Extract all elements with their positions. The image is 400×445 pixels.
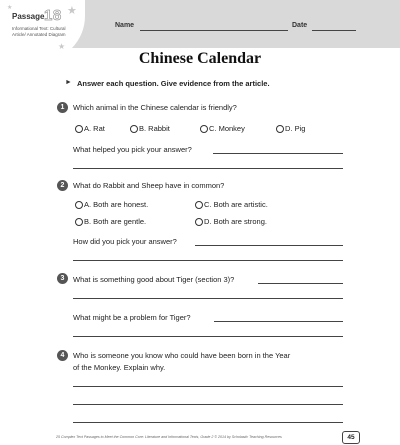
answer-line[interactable] — [73, 298, 343, 299]
option-label: C. Both are artistic. — [204, 200, 268, 209]
question-text-line-1: Who is someone you know who could have been born in the Year — [73, 351, 291, 360]
option-circle[interactable] — [75, 201, 83, 209]
star-icon: ★ — [7, 5, 13, 11]
arrow-icon: ► — [65, 79, 72, 86]
option-circle[interactable] — [276, 125, 284, 133]
followup-text: What helped you pick your answer? — [73, 145, 192, 154]
question-number: 2 — [57, 180, 68, 191]
followup-text: How did you pick your answer? — [73, 237, 177, 246]
option-label: B. Both are gentle. — [84, 217, 147, 226]
question-text: Which animal in the Chinese calendar is friendly? — [73, 103, 237, 112]
instruction: Answer each question. Give evidence from the article. — [77, 79, 270, 88]
answer-line[interactable] — [73, 422, 343, 423]
name-field[interactable] — [140, 30, 288, 31]
option-label: A. Rat — [84, 124, 105, 133]
star-icon: ★ — [67, 5, 77, 17]
option-label: A. Both are honest. — [84, 200, 149, 209]
answer-line[interactable] — [73, 336, 343, 337]
page-title: Chinese Calendar — [138, 50, 262, 67]
option-circle[interactable] — [200, 125, 208, 133]
question-text: What do Rabbit and Sheep have in common? — [73, 181, 225, 190]
date-field[interactable] — [312, 30, 356, 31]
question-number: 4 — [57, 350, 68, 361]
answer-line[interactable] — [195, 245, 343, 246]
followup-text: What might be a problem for Tiger? — [73, 313, 191, 322]
question-text: What is something good about Tiger (section 3)? — [73, 275, 235, 284]
answer-line[interactable] — [258, 283, 343, 284]
name-label: Name — [115, 22, 135, 29]
answer-line[interactable] — [213, 153, 343, 154]
option-label: B. Rabbit — [139, 124, 170, 133]
question-number: 3 — [57, 273, 68, 284]
option-label: C. Monkey — [209, 124, 245, 133]
page-number: 45 — [342, 431, 360, 444]
question-number: 1 — [57, 102, 68, 113]
option-label: D. Both are strong. — [204, 217, 267, 226]
option-circle[interactable] — [130, 125, 138, 133]
option-circle[interactable] — [75, 125, 83, 133]
answer-line[interactable] — [73, 168, 343, 169]
star-icon: ★ — [58, 42, 66, 51]
answer-line[interactable] — [73, 260, 343, 261]
answer-line[interactable] — [73, 386, 343, 387]
passage-number: 18 — [44, 7, 62, 24]
option-circle[interactable] — [195, 201, 203, 209]
date-label: Date — [292, 22, 308, 29]
answer-line[interactable] — [214, 321, 343, 322]
answer-line[interactable] — [73, 404, 343, 405]
option-label: D. Pig — [285, 124, 306, 133]
option-circle[interactable] — [195, 218, 203, 226]
footer-citation: 25 Complex Text Passages to Meet the Common Core: Literature and Informational Texts, Grade 2 © 2014 by Scholastic Teaching Resources — [56, 435, 282, 439]
option-circle[interactable] — [75, 218, 83, 226]
question-text-line-2: of the Monkey. Explain why. — [73, 363, 166, 372]
passage-subtitle: Informational Text: Cultural Article/ Annotated Diagram — [12, 26, 66, 37]
passage-label: Passage — [12, 12, 45, 21]
